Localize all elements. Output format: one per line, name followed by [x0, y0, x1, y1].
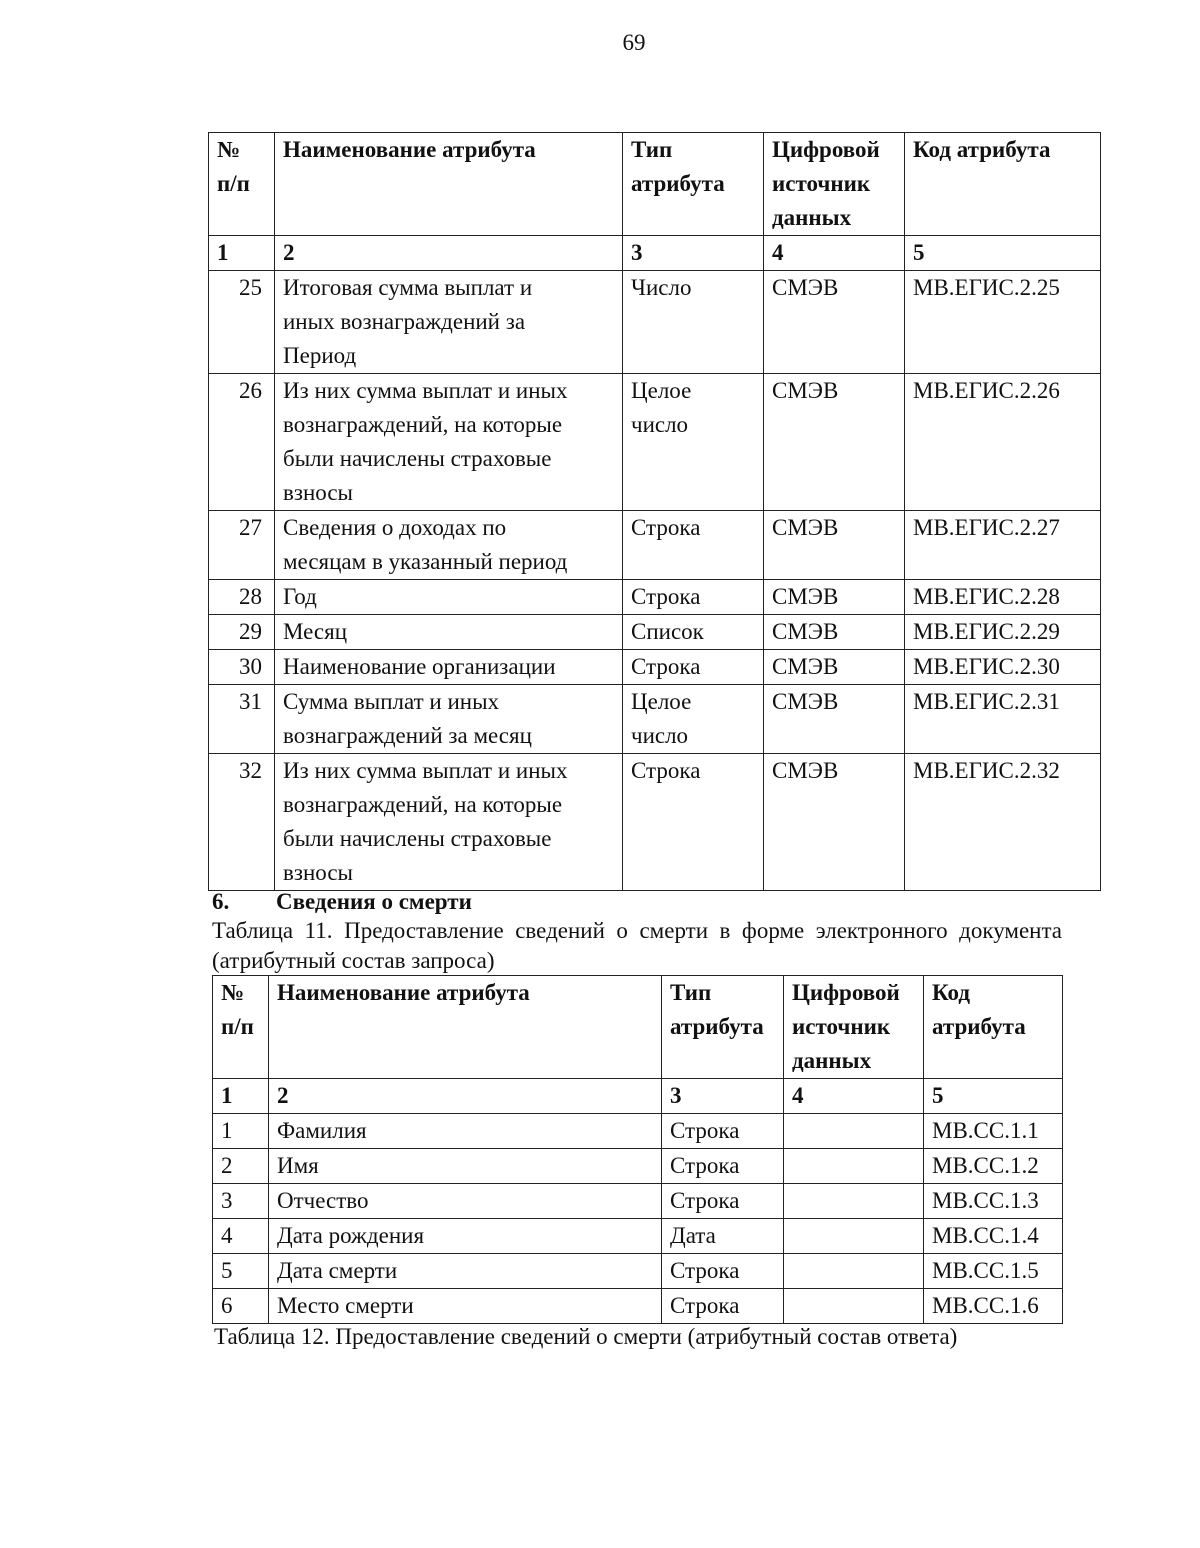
attribute-type	[662, 1289, 784, 1324]
attribute-name	[275, 374, 623, 511]
column-number-line: 4	[792, 1083, 804, 1108]
data-source	[764, 271, 905, 374]
attribute-type	[623, 271, 764, 374]
attribute-type-line: Строка	[631, 584, 701, 609]
attribute-name-line: Из них сумма выплат и иных	[283, 378, 568, 403]
data-source-line: СМЭВ	[772, 758, 839, 783]
table-row	[209, 580, 1101, 615]
data-source-line	[792, 1254, 915, 1288]
attribute-code	[924, 1149, 1063, 1184]
row-number-line: 30	[239, 654, 262, 679]
row-number-line: 2	[221, 1153, 233, 1178]
column-number-line: 5	[932, 1083, 944, 1108]
column-number-row	[213, 1079, 1063, 1114]
table-row	[209, 271, 1101, 374]
attribute-type-line: Строка	[670, 1188, 740, 1213]
column-number-line: 3	[670, 1083, 682, 1108]
attribute-name-line: иных вознаграждений за	[283, 309, 526, 334]
column-header-line: №	[217, 137, 241, 162]
table-row	[209, 685, 1101, 754]
row-number-line: 6	[221, 1293, 233, 1318]
attribute-name-line: вознаграждений за месяц	[283, 723, 532, 748]
column-header	[623, 133, 764, 236]
column-number	[269, 1079, 662, 1114]
column-header-line: Код	[932, 980, 971, 1005]
data-source	[764, 580, 905, 615]
page-number: 69	[622, 30, 646, 55]
column-header-line: Наименование атрибута	[277, 980, 530, 1005]
attribute-code-line: МВ.ЕГИС.2.28	[913, 584, 1060, 609]
attribute-type	[662, 1114, 784, 1149]
column-number-line: 2	[277, 1083, 289, 1108]
row-number-line: 31	[239, 689, 262, 714]
section-number: 6.	[212, 889, 230, 914]
row-number	[213, 1184, 269, 1219]
column-number	[764, 236, 905, 271]
column-number	[209, 236, 275, 271]
data-source	[784, 1219, 924, 1254]
attribute-code-line: МВ.СС.1.4	[932, 1223, 1039, 1248]
attribute-name-line: Дата смерти	[277, 1258, 398, 1283]
table-row	[209, 615, 1101, 650]
table-row	[209, 650, 1101, 685]
attribute-type-line: Строка	[670, 1293, 740, 1318]
data-source-line: СМЭВ	[772, 378, 839, 403]
attribute-name-line: Из них сумма выплат и иных	[283, 758, 568, 783]
attribute-name	[275, 511, 623, 580]
data-source	[764, 685, 905, 754]
attribute-type-line: Строка	[670, 1258, 740, 1283]
data-source	[764, 615, 905, 650]
data-source	[764, 511, 905, 580]
row-number	[213, 1219, 269, 1254]
attribute-type-line: Строка	[670, 1118, 740, 1143]
header-row	[213, 976, 1063, 1079]
table-11-caption: Таблица 11. Предоставление сведений о смерти в форме электронного документа (атрибутный состав запроса)	[212, 918, 1062, 973]
attribute-type-line: Строка	[631, 654, 701, 679]
attribute-code-line: МВ.СС.1.5	[932, 1258, 1039, 1283]
row-number-line: 1	[221, 1118, 233, 1143]
attribute-code	[905, 754, 1101, 891]
attribute-code-line: МВ.ЕГИС.2.29	[913, 619, 1060, 644]
column-number-line: 3	[631, 240, 643, 265]
row-number	[209, 754, 275, 891]
column-header-line: Тип	[631, 137, 673, 162]
attribute-type	[623, 650, 764, 685]
table-12-caption: Таблица 12. Предоставление сведений о смерти (атрибутный состав ответа)	[214, 1324, 958, 1349]
data-source-line: СМЭВ	[772, 619, 839, 644]
attribute-name	[275, 615, 623, 650]
data-source	[784, 1289, 924, 1324]
column-header	[662, 976, 784, 1079]
row-number	[213, 1289, 269, 1324]
column-number	[662, 1079, 784, 1114]
table-row	[209, 374, 1101, 511]
attribute-code	[924, 1114, 1063, 1149]
attribute-name	[269, 1289, 662, 1324]
attribute-name-line: Место смерти	[277, 1293, 414, 1318]
column-header-line: атрибута	[670, 1014, 764, 1039]
attribute-code-line: МВ.ЕГИС.2.25	[913, 275, 1060, 300]
row-number	[209, 271, 275, 374]
column-header-line: Цифровой	[792, 980, 900, 1005]
data-source-line	[792, 1149, 915, 1183]
column-number	[905, 236, 1101, 271]
column-number	[623, 236, 764, 271]
attribute-code	[905, 511, 1101, 580]
data-source	[784, 1114, 924, 1149]
row-number	[209, 685, 275, 754]
attribute-name	[269, 1219, 662, 1254]
attribute-name	[275, 650, 623, 685]
attribute-code-line: МВ.СС.1.1	[932, 1118, 1039, 1143]
data-source-line	[792, 1219, 915, 1253]
column-header-line: Наименование атрибута	[283, 137, 536, 162]
attribute-code	[905, 271, 1101, 374]
attribute-code	[905, 374, 1101, 511]
attribute-name-line: вознаграждений, на которые	[283, 792, 563, 817]
attribute-code	[905, 650, 1101, 685]
column-header-line: атрибута	[932, 1014, 1026, 1039]
attribute-name-line: взносы	[283, 860, 353, 885]
attribute-name	[275, 271, 623, 374]
attribute-name-line: Период	[283, 343, 357, 368]
table-row	[213, 1219, 1063, 1254]
attribute-code-line: МВ.ЕГИС.2.26	[913, 378, 1060, 403]
attribute-code	[924, 1254, 1063, 1289]
attribute-name-line: были начислены страховые	[283, 446, 552, 471]
attribute-code	[924, 1289, 1063, 1324]
attribute-name-line: были начислены страховые	[283, 826, 552, 851]
column-header-line: данных	[792, 1048, 872, 1073]
row-number-line: 29	[239, 619, 262, 644]
attribute-type-line: Строка	[670, 1153, 740, 1178]
column-header	[213, 976, 269, 1079]
data-source-line	[792, 1114, 915, 1148]
attribute-code-line: МВ.СС.1.3	[932, 1188, 1039, 1213]
row-number	[213, 1114, 269, 1149]
attribute-type	[623, 754, 764, 891]
attribute-name	[269, 1184, 662, 1219]
attribute-type-line: число	[631, 412, 689, 437]
row-number	[209, 615, 275, 650]
table-row	[213, 1184, 1063, 1219]
attribute-name-line: Фамилия	[277, 1118, 367, 1143]
row-number	[213, 1149, 269, 1184]
attribute-type	[623, 511, 764, 580]
column-header-line: данных	[772, 205, 852, 230]
table-row	[213, 1254, 1063, 1289]
data-source-line	[792, 1184, 915, 1218]
column-number-line: 1	[221, 1083, 233, 1108]
attribute-name-line: Итоговая сумма выплат и	[283, 275, 533, 300]
row-number-line: 4	[221, 1223, 233, 1248]
attribute-code-line: МВ.ЕГИС.2.27	[913, 515, 1060, 540]
column-header-line: Тип	[670, 980, 712, 1005]
attribute-type-line: Целое	[631, 378, 692, 403]
column-number-line: 5	[913, 240, 925, 265]
column-header-line: источник	[792, 1014, 891, 1039]
attribute-code-line: МВ.ЕГИС.2.32	[913, 758, 1060, 783]
data-source	[784, 1149, 924, 1184]
section-heading	[212, 886, 472, 918]
attribute-type-line: Строка	[631, 515, 701, 540]
row-number-line: 3	[221, 1188, 233, 1213]
row-number	[209, 374, 275, 511]
data-source-line: СМЭВ	[772, 275, 839, 300]
attribute-type	[623, 615, 764, 650]
attribute-type	[623, 580, 764, 615]
attribute-name-line: Год	[283, 584, 317, 609]
data-source	[764, 650, 905, 685]
attribute-code	[924, 1184, 1063, 1219]
column-header	[924, 976, 1063, 1079]
attribute-code-line: МВ.СС.1.2	[932, 1153, 1039, 1178]
data-source-line: СМЭВ	[772, 584, 839, 609]
column-header	[209, 133, 275, 236]
attributes-table-death-request	[212, 975, 1063, 1324]
attribute-name-line: вознаграждений, на которые	[283, 412, 563, 437]
attribute-code-line: МВ.ЕГИС.2.31	[913, 689, 1060, 714]
column-number-line: 4	[772, 240, 784, 265]
column-header-line: №	[221, 980, 245, 1005]
column-header	[269, 976, 662, 1079]
row-number-line: 32	[239, 758, 262, 783]
attribute-name	[275, 580, 623, 615]
data-source	[784, 1254, 924, 1289]
column-header-line: атрибута	[631, 171, 725, 196]
attribute-type-line: Строка	[631, 758, 701, 783]
attribute-name	[275, 685, 623, 754]
header-row	[209, 133, 1101, 236]
attribute-type	[662, 1149, 784, 1184]
attribute-name-line: взносы	[283, 480, 353, 505]
column-header	[905, 133, 1101, 236]
row-number-line: 28	[239, 584, 262, 609]
attribute-type-line: Целое	[631, 689, 692, 714]
attribute-name-line: Дата рождения	[277, 1223, 425, 1248]
attribute-name	[269, 1254, 662, 1289]
column-number	[784, 1079, 924, 1114]
attribute-code	[924, 1219, 1063, 1254]
attribute-code	[905, 685, 1101, 754]
column-header-line: п/п	[217, 171, 250, 196]
attribute-code-line: МВ.СС.1.6	[932, 1293, 1039, 1318]
table-row	[209, 754, 1101, 891]
data-source-line: СМЭВ	[772, 515, 839, 540]
attribute-type	[662, 1219, 784, 1254]
column-number-line: 1	[217, 240, 229, 265]
row-number-line: 27	[239, 515, 262, 540]
attributes-table-income	[208, 132, 1101, 891]
column-header-line: п/п	[221, 1014, 254, 1039]
attribute-code-line: МВ.ЕГИС.2.30	[913, 654, 1060, 679]
table-row	[213, 1289, 1063, 1324]
column-number	[275, 236, 623, 271]
row-number	[209, 580, 275, 615]
data-source-line: СМЭВ	[772, 689, 839, 714]
attribute-name-line: Имя	[277, 1153, 319, 1178]
attribute-name-line: Сведения о доходах по	[283, 515, 507, 540]
column-number-row	[209, 236, 1101, 271]
row-number-line: 5	[221, 1258, 233, 1283]
attribute-name-line: месяцам в указанный период	[283, 549, 568, 574]
attribute-type-line: Дата	[670, 1223, 716, 1248]
column-header	[764, 133, 905, 236]
attribute-name-line: Месяц	[283, 619, 348, 644]
column-header	[784, 976, 924, 1079]
attribute-type-line: Список	[631, 619, 704, 644]
attribute-type	[623, 685, 764, 754]
attribute-type	[662, 1254, 784, 1289]
data-source	[764, 374, 905, 511]
column-number	[924, 1079, 1063, 1114]
column-header	[275, 133, 623, 236]
attribute-type-line: Число	[631, 275, 692, 300]
row-number	[213, 1254, 269, 1289]
column-header-line: источник	[772, 171, 871, 196]
attribute-code	[905, 580, 1101, 615]
table-row	[213, 1114, 1063, 1149]
data-source-line: СМЭВ	[772, 654, 839, 679]
column-header-line: Код атрибута	[913, 137, 1051, 162]
attribute-name-line: Сумма выплат и иных	[283, 689, 500, 714]
row-number-line: 26	[239, 378, 262, 403]
data-source-line	[792, 1289, 915, 1323]
data-source	[784, 1184, 924, 1219]
column-header-line: Цифровой	[772, 137, 880, 162]
attribute-code	[905, 615, 1101, 650]
attribute-name	[275, 754, 623, 891]
table-row	[213, 1149, 1063, 1184]
row-number	[209, 511, 275, 580]
attribute-name	[269, 1114, 662, 1149]
data-source	[764, 754, 905, 891]
column-number	[213, 1079, 269, 1114]
attribute-type-line: число	[631, 723, 689, 748]
attribute-name	[269, 1149, 662, 1184]
column-number-line: 2	[283, 240, 295, 265]
attribute-name-line: Отчество	[277, 1188, 369, 1213]
attribute-type	[623, 374, 764, 511]
attribute-type	[662, 1184, 784, 1219]
row-number-line: 25	[239, 275, 262, 300]
table-row	[209, 511, 1101, 580]
section-title: Сведения о смерти	[276, 889, 472, 914]
row-number	[209, 650, 275, 685]
attribute-name-line: Наименование организации	[283, 654, 556, 679]
